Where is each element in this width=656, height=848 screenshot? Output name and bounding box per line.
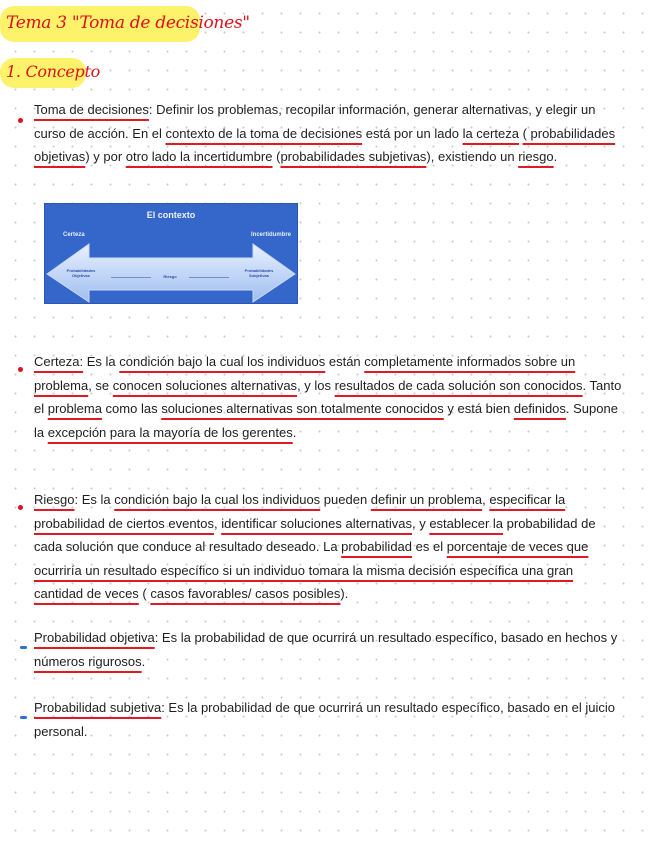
underlined-text: soluciones alternativas son totalmente conocidos: [161, 401, 444, 416]
text: ).: [340, 586, 349, 601]
text: está por un lado: [362, 125, 463, 141]
text: .: [553, 149, 558, 164]
bullet-blue: [20, 716, 27, 719]
underlined-text: completamente informados sobre un problema: [34, 354, 576, 393]
diagram-line-left: [111, 277, 151, 278]
diagram-prob-objetivas: Probabilidades Objetivas: [66, 268, 96, 278]
text: , se: [88, 377, 113, 393]
underlined-text: ( probabilidades objetivas: [34, 125, 616, 164]
diagram-prob-subjetivas: Probabilidades Subjetivas: [244, 268, 274, 278]
term-probabilidad-subjetiva: Probabilidad subjetiva: [34, 700, 162, 715]
diagram-label-riesgo: Riesgo: [163, 274, 177, 279]
text: : Definir los problemas, recopilar información, generar alternativas, y elegir un curso de acción. En el: [34, 102, 596, 141]
underlined-text: especificar la probabilidad de ciertos eventos: [34, 492, 566, 531]
text: Es la: [83, 354, 120, 369]
bullet-red: [18, 118, 23, 123]
text: , y los: [297, 377, 335, 393]
paragraph-probabilidad-objetiva: [34, 626, 624, 673]
underlined-text: definidos: [513, 401, 566, 416]
term-toma-decisiones: Toma de decisiones: [34, 102, 149, 117]
diagram-line-right: [189, 277, 229, 278]
text: (: [138, 586, 151, 601]
text: .: [141, 653, 146, 669]
paragraph-riesgo: [34, 488, 624, 606]
underlined-text: porcentaje de veces que ocurriría un resultado específico si un individuo tomara la misma decisión específica una gran cantidad de veces: [34, 539, 589, 601]
diagram-title: El contexto: [146, 210, 196, 220]
underlined-text: contexto de la toma de decisiones: [165, 125, 363, 141]
underlined-text: la certeza: [462, 125, 519, 141]
paragraph-probabilidad-subjetiva: [34, 696, 624, 743]
context-diagram: [44, 203, 298, 304]
underlined-text: casos favorables/ casos posibles: [150, 586, 341, 601]
text: ,: [213, 515, 222, 531]
underlined-text: condición bajo la cual los individuos: [114, 492, 321, 507]
underlined-text: identificar soluciones alternativas: [221, 515, 412, 531]
text: , y: [411, 515, 430, 531]
diagram-label-certeza: Certeza: [63, 232, 85, 238]
paragraph-toma-decisiones: [34, 98, 624, 169]
underlined-text: condición bajo la cual los individuos: [119, 354, 326, 369]
bullet-red: [18, 505, 23, 510]
paragraph-certeza: [34, 350, 624, 444]
text: .: [292, 424, 297, 440]
underlined-text: definir un problema: [370, 492, 483, 507]
text: probabilidad de cada solución que conduce al resultado deseado. La: [34, 515, 596, 554]
underlined-text: otro lado la incertidumbre: [125, 149, 273, 164]
term-probabilidad-objetiva: Probabilidad objetiva: [34, 630, 155, 645]
bullet-blue: [20, 646, 27, 649]
text: y está bien: [443, 401, 514, 416]
underlined-text: problema: [47, 401, 102, 416]
underlined-text: riesgo: [518, 149, 554, 164]
text: ) y por: [85, 149, 126, 164]
text: ), existiendo un: [426, 149, 519, 164]
bullet-red: [18, 367, 23, 372]
text: . Supone la: [34, 401, 618, 440]
underlined-text: establecer la: [429, 515, 504, 531]
underlined-text: números rigurosos: [34, 653, 142, 669]
term-riesgo: Riesgo: [34, 492, 75, 507]
text: : Es la: [74, 492, 115, 507]
diagram-label-incertidumbre: Incertidumbre: [250, 232, 291, 238]
text: están: [325, 354, 365, 369]
underlined-text: probabilidad: [341, 539, 413, 554]
text: . Tanto el: [34, 377, 622, 416]
text: pueden: [320, 492, 371, 507]
term-certeza: Certeza:: [34, 354, 84, 369]
text: es el: [412, 539, 447, 554]
underlined-text: probabilidades subjetivas: [280, 149, 427, 164]
underlined-text: resultados de cada solución son conocidos: [334, 377, 583, 393]
text: : Es la probabilidad de que ocurrirá un resultado específico, basado en el juicio personal.: [34, 700, 616, 739]
text: ,: [482, 492, 490, 507]
underlined-text: excepción para la mayoría de los gerentes: [47, 424, 293, 440]
underlined-text: conocen soluciones alternativas: [112, 377, 298, 393]
page-heading: Tema 3 "Toma de decisiones": [6, 13, 250, 33]
text: como las: [101, 401, 162, 416]
text: (: [272, 149, 281, 164]
section-title: 1. Concepto: [6, 62, 100, 81]
text: : Es la probabilidad de que ocurrirá un resultado específico, basado en hechos y: [154, 630, 618, 645]
